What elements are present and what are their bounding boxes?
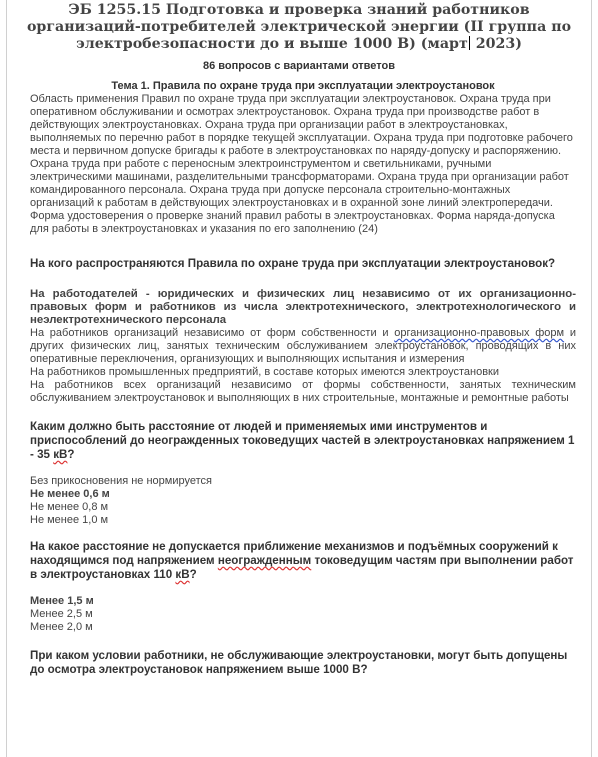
question-2 <box>30 420 576 462</box>
q2-option-2: Не менее 0,8 м <box>30 501 109 513</box>
q3-correct-answer: Менее 1,5 м <box>30 595 94 607</box>
document-title <box>0 0 598 53</box>
q1-option-1-text-a: На работников организаций независимо от форм собственности и <box>30 327 395 339</box>
document-body <box>30 80 576 677</box>
q1-option-1 <box>30 327 576 366</box>
q3-word-spell-mark: неогражденным <box>217 554 312 567</box>
q3-text-b: токоведущим частям при выполнении работ в электроустановках 110 <box>30 554 574 581</box>
q3-text-a: На какое расстояние не допускается приближение механизмов и подъёмных сооружений к находящимся под напряжением <box>30 540 558 567</box>
q2-text: Каким должно быть расстояние от людей и применяемых ими инструментов и приспособлений до неогражденных токоведущих частей в электроустановках напряжением 1 - 35 <box>30 420 575 461</box>
q1-option-1-grammar-mark: организационно-правовых форм <box>394 327 565 339</box>
question-1: На кого распространяются Правила по охране труда при эксплуатации электроустановок? <box>30 257 556 270</box>
q3-option-1: Менее 2,5 м <box>30 608 93 620</box>
q1-option-1-text-c: и других физических лиц, занятых техническим обслуживанием электроустановок, проводящих в них оперативные переключения, организующих и выполняющих испытания и измерения <box>30 327 576 365</box>
topic-title: Тема 1. Правила по охране труда при эксплуатации электроустановок <box>111 80 495 92</box>
page-left-edge <box>6 0 7 757</box>
topic-description: Область применения Правил по охране труда при эксплуатации электроустановок. Охрана труда при оперативном обслуживании и осмотрах электроустановок. Охрана труда при производстве работ в действующих электроустановках. Охрана труда при организации работ в электроустановках, выполняемых по перечню работ в порядке текущей эксплуатации. Охрана труда при подготовке рабочего места и первичном допуске бригады к работе в электроустановках по наряду-допуску и распоряжению. Охрана труда при работе с переносным электроинструментом и светильниками, ручными электрическими машинами, разделительными трансформаторами. Охрана труда при организации работ командированного персонала. Охрана труда при допуске персонала строительно-монтажных организаций к работам в действующих электроустановках и в охранной зоне линий электропередачи. Форма удостоверения о проверке знаний правил работы в электроустановках. Форма наряда-допуска для работы в электроустановках и указания по его заполнению (24) <box>30 93 573 235</box>
question-4: При каком условии работники, не обслуживающие электроустановки, могут быть допущены до осмотра электроустановок напряжением выше 1000 В? <box>30 649 568 676</box>
q1-option-3: На работников всех организаций независимо от формы собственности, занятых техническим обслуживанием электроустановок и выполняющих в них строительные, монтажные и ремонтные работы <box>30 379 576 404</box>
q2-unit-spell-mark: кВ <box>53 448 68 461</box>
q3-unit-spell-mark: кВ <box>175 568 190 581</box>
document-subtitle: 86 вопросов с вариантами ответов <box>203 60 395 72</box>
q2-qmark: ? <box>67 448 75 461</box>
title-text: ЭБ 1255.15 Подготовка и проверка знаний работников организаций-потребителей электрической энергии (II группа по электробезопасности до и выше 1000 В) (март <box>26 2 572 52</box>
title-date: 2023) <box>470 36 522 52</box>
q3-qmark: ? <box>189 568 197 581</box>
q1-option-2: На работников промышленных предприятий, в составе которых имеются электроустановки <box>30 366 500 378</box>
q2-option-1: Без прикосновения не нормируется <box>30 475 212 487</box>
text-cursor <box>469 36 470 50</box>
q3-option-2: Менее 2,0 м <box>30 621 93 633</box>
page-right-edge <box>591 0 592 757</box>
q2-correct-answer: Не менее 0,6 м <box>30 488 110 500</box>
q2-option-3: Не менее 1,0 м <box>30 514 109 526</box>
q1-correct-answer: На работодателей - юридических и физических лиц независимо от их организационно-правовых форм и работников из числа электротехнического, электротехнологического и неэлектротехнического персонала <box>30 288 576 326</box>
question-3 <box>30 540 576 582</box>
